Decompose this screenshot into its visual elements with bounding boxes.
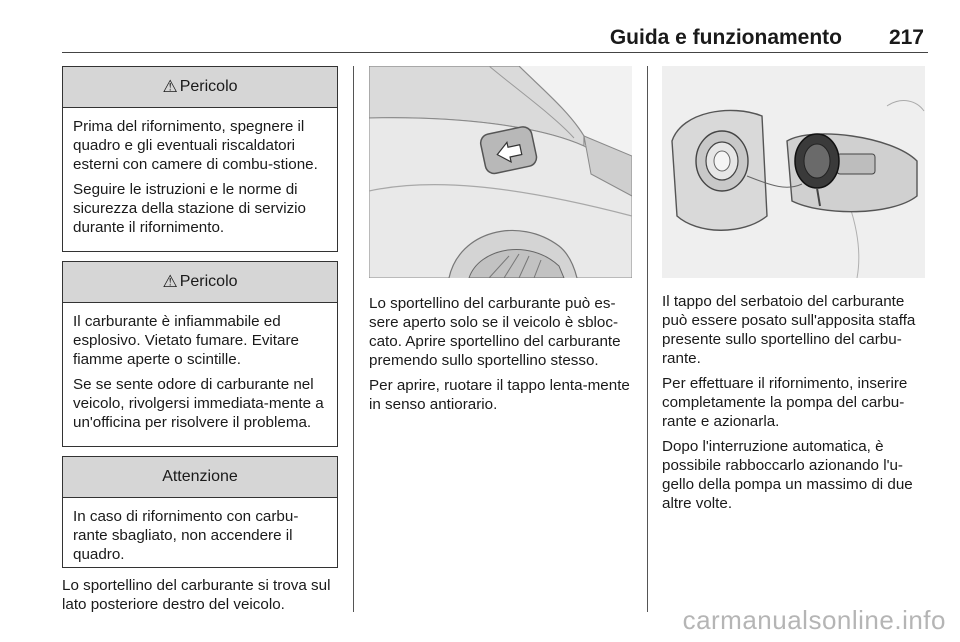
caution-box-body [63,498,337,572]
danger-box-header [63,67,337,108]
page-number: 217 [888,26,924,49]
caution-heading: Attenzione [162,468,238,485]
danger-box-body [63,108,337,245]
danger-heading: Pericolo [179,78,238,95]
fuel-door-location-text [62,576,342,620]
section-title: Guida e funzionamento [609,26,842,49]
danger-text: Il carburante è infiammabile ed esplosivo. Vietato fumare. Evitare fiamme aperte o scintille. [73,313,299,368]
warning-icon: ⚠ [162,77,178,96]
danger-box-1 [62,66,338,252]
danger-box-2 [62,261,338,447]
warning-icon: ⚠ [162,272,178,291]
caution-box-header [63,457,337,498]
column-divider-2 [647,66,648,612]
fuel-cap-illustration [662,66,925,278]
column-divider-1 [353,66,354,612]
body-paragraph: Dopo l'interruzione automatica, è possibile rabboccarlo azionando l'u-gello della pompa un massimo di due altre volte. [662,438,913,512]
fuel-door-illustration [369,66,632,278]
caution-text: In caso di rifornimento con carbu-rante sbagliato, non accendere il quadro. [73,508,299,563]
page-header [62,22,928,53]
danger-box-header [63,262,337,303]
watermark: carmanualsonline.info [682,605,946,635]
body-paragraph: Lo sportellino del carburante si trova sul lato posteriore destro del veicolo. [62,577,331,613]
fuel-door-open-text [369,294,639,420]
danger-text: Se se sente odore di carburante nel veicolo, rivolgersi immediata-mente a un'officina per risolvere il problema. [73,376,324,431]
body-paragraph: Lo sportellino del carburante può es-sere aperto solo se il veicolo è sbloc-cato. Aprire sportellino del carburante premendo sullo sportellino stesso. [369,295,621,369]
caution-box [62,456,338,568]
danger-box-body [63,303,337,440]
body-paragraph: Per effettuare il rifornimento, inserire completamente la pompa del carbu-rante e azionarla. [662,375,908,430]
danger-text: Prima del rifornimento, spegnere il quadro e gli eventuali riscaldatori esterni con camere di combu-stione. [73,118,318,173]
body-paragraph: Il tappo del serbatoio del carburante può essere posato sull'apposita staffa presente sullo sportellino del carbu-rante. [662,293,916,367]
fuel-cap-text [662,292,930,519]
body-paragraph: Per aprire, ruotare il tappo lenta-mente in senso antiorario. [369,377,630,413]
danger-text: Seguire le istruzioni e le norme di sicurezza della stazione di servizio durante il rifornimento. [73,181,306,236]
danger-heading: Pericolo [179,273,238,290]
